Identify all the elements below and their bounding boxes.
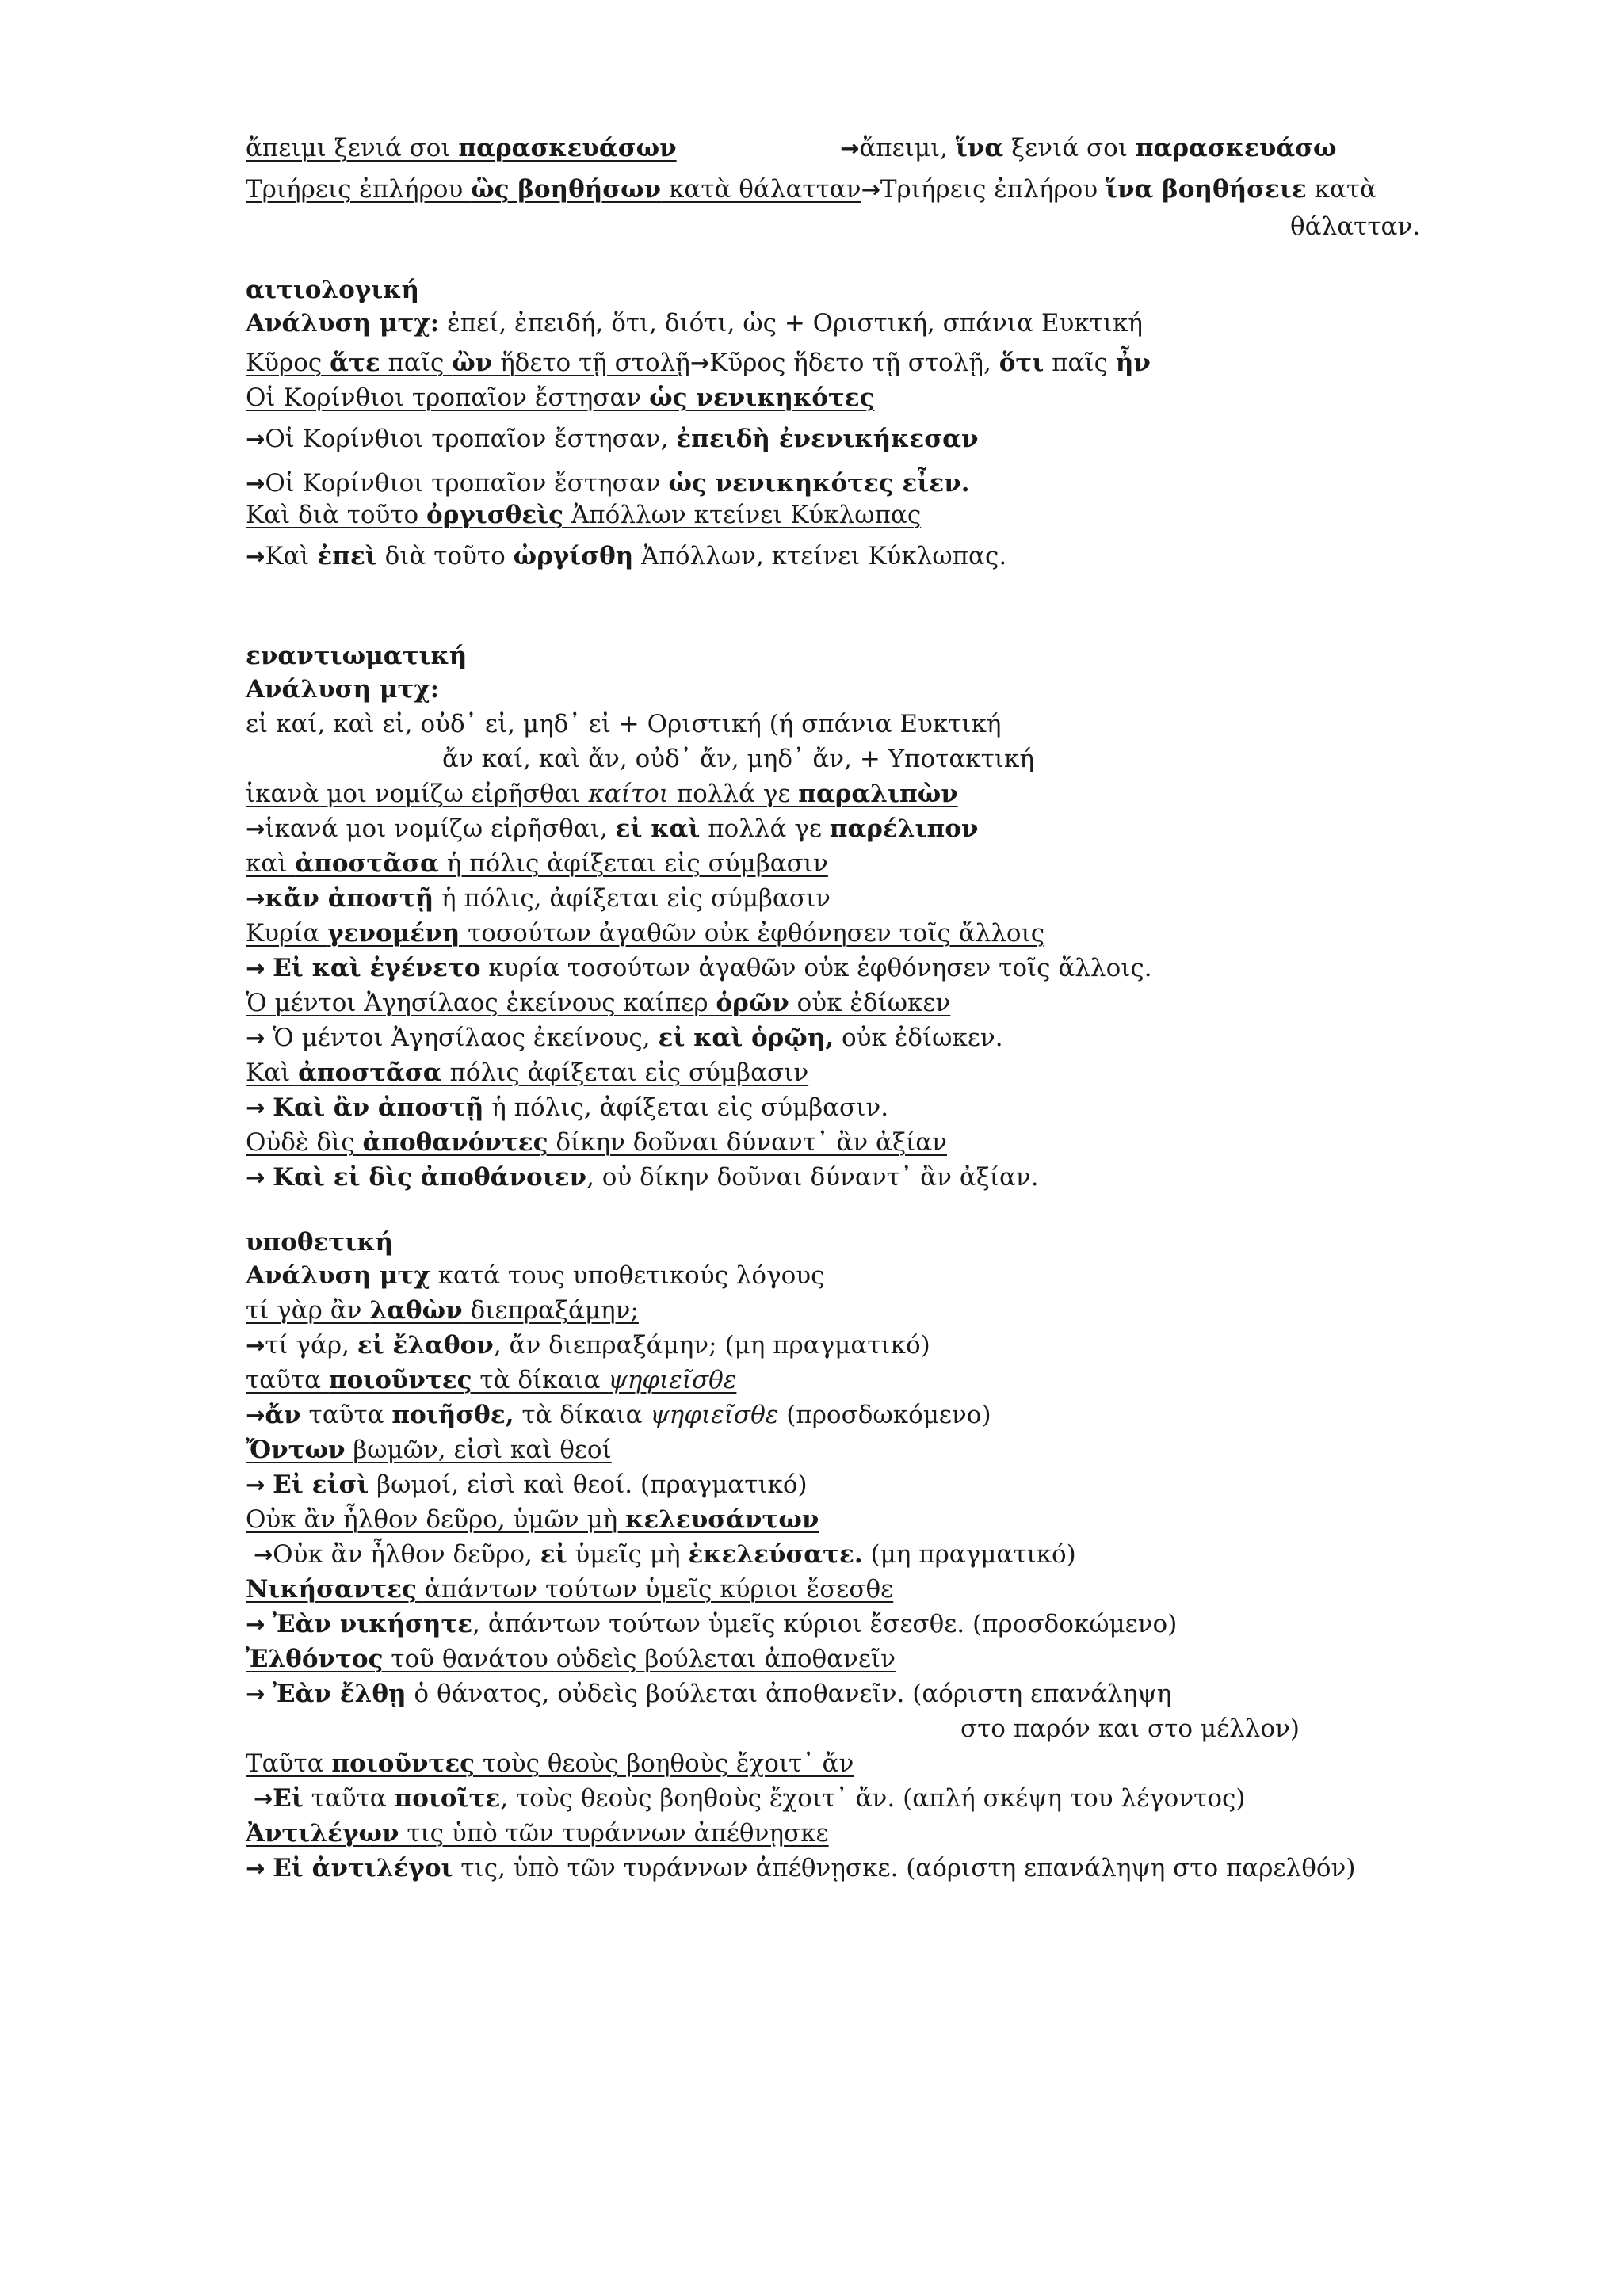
arrow-icon: → [253, 1541, 273, 1568]
continuation-text: στο παρόν και στο μέλλον) [960, 1714, 1300, 1743]
arrow-icon: → [246, 470, 265, 497]
section-heading-enantiomatiki: εναντιωματική [246, 642, 468, 670]
transformed-sentence: → Ἐὰν ἔλθῃ ὁ θάνατος, οὐδεὶς βούλεται ἀποθανεῖν. (αόριστη επανάληψη [246, 1680, 1172, 1708]
original-sentence: Ἐλθόντος τοῦ θανάτου οὐδεὶς βούλεται ἀποθανεῖν [246, 1645, 896, 1673]
original-sentence: ταῦτα ποιοῦντες τὰ δίκαια ψηφιεῖσθε [246, 1366, 737, 1394]
analysis-rule: Ανάλυση μτχ κατά τους υποθετικούς λόγους [246, 1261, 825, 1290]
arrow-icon: → [246, 1094, 265, 1121]
transformed-sentence: →ἱκανά μοι νομίζω εἰρῆσθαι, εἰ καὶ πολλά γε παρέλιπον [246, 814, 979, 843]
transformed-sentence: →τί γάρ, εἰ ἔλαθον, ἄν διεπραξάμην; (μη πραγματικό) [246, 1331, 930, 1360]
transformed-sentence: → Καὶ εἰ δὶς ἀποθάνοιεν, οὐ δίκην δοῦναι δύναντ᾽ ἂν ἀξίαν. [246, 1163, 1039, 1192]
example-line [246, 174, 1377, 205]
original-sentence: καὶ ἀποστᾶσα ἡ πόλις ἀφίξεται εἰς σύμβασιν [246, 849, 828, 878]
analysis-rule: Ανάλυση μτχ: [246, 675, 440, 704]
transformed-sentence: Τριήρεις ἐπλήρου ἵνα βοηθήσειε κατὰ [880, 175, 1377, 204]
transformed-sentence: → Ἐὰν νικήσητε, ἁπάντων τούτων ὑμεῖς κύριοι ἔσεσθε. (προσδοκώμενο) [246, 1610, 1178, 1638]
arrow-icon: → [246, 1402, 265, 1428]
arrow-icon: → [246, 1332, 265, 1359]
original-sentence: Καὶ ἀποστᾶσα πόλις ἀφίξεται εἰς σύμβασιν [246, 1058, 809, 1087]
original-sentence: Οὐδὲ δὶς ἀποθανόντες δίκην δοῦναι δύναντ᾽ ἂν ἀξίαν [246, 1128, 947, 1157]
analysis-rule: Ανάλυση μτχ: ἐπεί, ἐπειδή, ὅτι, διότι, ὡς + Οριστική, σπάνια Ευκτική [246, 309, 1143, 338]
arrow-icon: → [246, 543, 265, 570]
transformed-sentence: → Εἰ ἀντιλέγοι τις, ὑπὸ τῶν τυράννων ἀπέθνῃσκε. (αόριστη επανάληψη στο παρελθόν) [246, 1854, 1356, 1882]
arrow-icon: → [861, 176, 880, 203]
transformed-sentence: →Εἰ ταῦτα ποιοῖτε, τοὺς θεοὺς βοηθοὺς ἔχοιτ᾽ ἄν. (απλή σκέψη του λέγοντος) [253, 1784, 1246, 1813]
arrow-icon: → [246, 1471, 265, 1498]
example-line [246, 132, 677, 164]
arrow-icon: → [689, 349, 710, 376]
transformed-sentence: → Εἰ εἰσὶ βωμοί, εἰσὶ καὶ θεοί. (πραγματικό) [246, 1470, 808, 1499]
example-line [246, 347, 1151, 379]
continuation-text: θάλατταν. [1290, 212, 1421, 241]
arrow-icon: → [246, 1680, 265, 1707]
transformed-sentence: →κἄν ἀποστῇ ἡ πόλις, ἀφίξεται εἰς σύμβασιν [246, 884, 831, 913]
original-sentence: Τριήρεις ἐπλήρου ὣς βοηθήσων κατὰ θάλατταν [246, 175, 861, 204]
original-sentence: τί γὰρ ἂν λαθὼν διεπραξάμην; [246, 1296, 639, 1325]
original-sentence: Ὁ μέντοι Ἀγησίλαος ἐκείνους καίπερ ὁρῶν οὐκ ἐδίωκεν [246, 989, 951, 1017]
original-sentence: Κυρία γενομένη τοσούτων ἀγαθῶν οὐκ ἐφθόνησεν τοῖς ἄλλοις [246, 919, 1045, 948]
arrow-icon: → [253, 1785, 273, 1812]
section-heading-aitiologiki: αιτιολογική [246, 276, 420, 304]
analysis-rule-line: ἄν καί, καὶ ἄν, οὐδ᾽ ἄν, μηδ᾽ ἄν, + Υποτακτική [442, 745, 1034, 773]
original-sentence: Οὐκ ἂν ἦλθον δεῦρο, ὑμῶν μὴ κελευσάντων [246, 1505, 819, 1534]
arrow-icon: → [246, 425, 265, 452]
original-sentence: ἱκανὰ μοι νομίζω εἰρῆσθαι καίτοι πολλά γε παραλιπὼν [246, 780, 958, 808]
original-sentence: Νικήσαντες ἁπάντων τούτων ὑμεῖς κύριοι ἔσεσθε [246, 1575, 894, 1604]
arrow-icon: → [246, 1855, 265, 1882]
original-sentence: Ἀντιλέγων τις ὑπὸ τῶν τυράννων ἀπέθνῃσκε [246, 1819, 829, 1848]
transformed-sentence: →Οὐκ ἂν ἦλθον δεῦρο, εἰ ὑμεῖς μὴ ἐκελεύσατε. (μη πραγματικό) [253, 1540, 1076, 1569]
arrow-icon: → [246, 1164, 265, 1191]
original-sentence: Ὄντων βωμῶν, εἰσὶ καὶ θεοί [246, 1436, 612, 1464]
original-sentence: Καὶ διὰ τοῦτο ὀργισθεὶς Ἀπόλλων κτείνει Κύκλωπας [246, 501, 922, 529]
original-sentence: Οἱ Κορίνθιοι τροπαῖον ἔστησαν ὡς νενικηκότες [246, 383, 875, 412]
original-sentence: Ταῦτα ποιοῦντες τοὺς θεοὺς βοηθοὺς ἔχοιτ᾽ ἄν [246, 1749, 854, 1778]
transformed-sentence: →Καὶ ἐπεὶ διὰ τοῦτο ὠργίσθη Ἀπόλλων, κτείνει Κύκλωπας. [246, 542, 1007, 570]
original-sentence: Κῦρος ἅτε παῖς ὢν ἥδετο τῇ στολῇ [246, 349, 690, 377]
transformed-sentence: Κῦρος ἥδετο τῇ στολῇ, ὅτι παῖς ἦν [709, 349, 1151, 377]
transformed-sentence: →ἄπειμι, ἵνα ξενιά σοι παρασκευάσω [840, 134, 1337, 162]
arrow-icon: → [246, 1024, 265, 1051]
analysis-rule-line: εἰ καί, καὶ εἰ, οὐδ᾽ εἰ, μηδ᾽ εἰ + Οριστική (ή σπάνια Ευκτική [246, 710, 1002, 738]
section-heading-ypothetiki: υποθετική [246, 1228, 394, 1257]
transformed-sentence: → Ὁ μέντοι Ἀγησίλαος ἐκείνους, εἰ καὶ ὁρῷη, οὐκ ἐδίωκεν. [246, 1024, 1003, 1052]
transformed-sentence: →Οἱ Κορίνθιοι τροπαῖον ἔστησαν, ἐπειδὴ ἐνενικήκεσαν [246, 425, 979, 453]
original-sentence: ἄπειμι ξενιά σοι παρασκευάσων [246, 134, 677, 162]
arrow-icon: → [840, 135, 860, 162]
transformed-sentence: →Οἱ Κορίνθιοι τροπαῖον ἔστησαν ὡς νενικηκότες εἶεν. [246, 469, 970, 498]
arrow-icon: → [246, 955, 265, 982]
arrow-icon: → [246, 1611, 265, 1638]
transformed-sentence: → Καὶ ἂν ἀποστῇ ἡ πόλις, ἀφίξεται εἰς σύμβασιν. [246, 1093, 889, 1122]
arrow-icon: → [246, 885, 265, 912]
transformed-sentence: →ἄν ταῦτα ποιῆσθε, τὰ δίκαια ψηφιεῖσθε (προσδωκόμενο) [246, 1401, 991, 1429]
arrow-icon: → [246, 815, 265, 842]
transformed-sentence: → Εἰ καὶ ἐγένετο κυρία τοσούτων ἀγαθῶν οὐκ ἐφθόνησεν τοῖς ἄλλοις. [246, 954, 1152, 982]
